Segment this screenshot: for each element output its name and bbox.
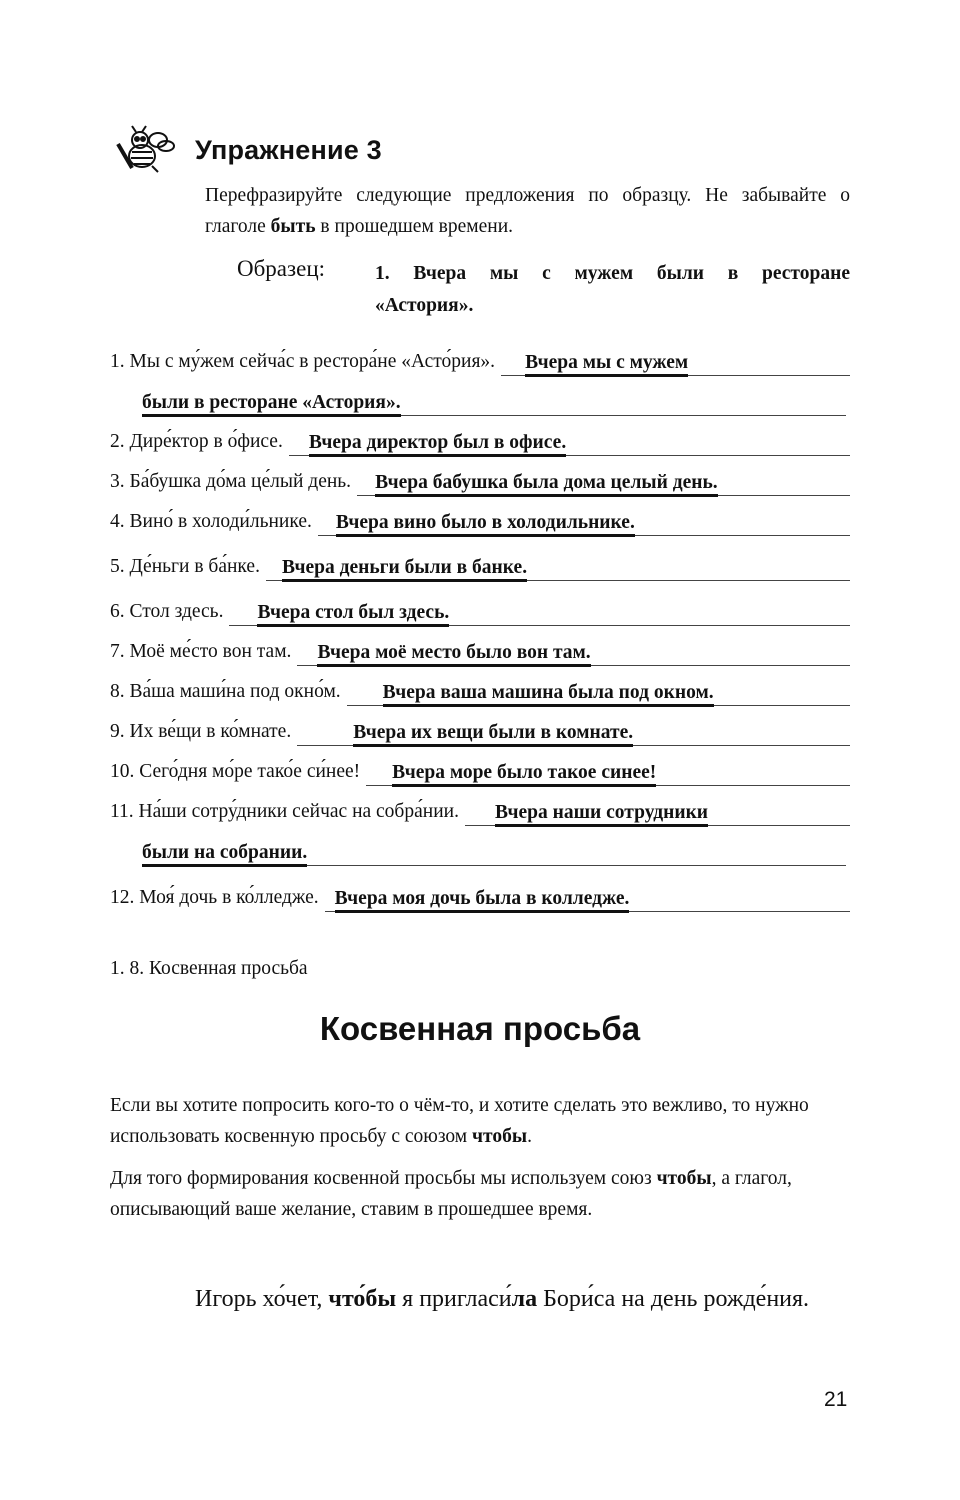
answer-text: Вчера деньги были в банке.: [282, 557, 527, 582]
answer-field[interactable]: [357, 471, 850, 496]
example-bold: что́бы: [328, 1286, 397, 1312]
paragraph-text: Для того формирования косвенной просьбы мы используем союз: [110, 1168, 657, 1189]
answer-field[interactable]: [289, 431, 850, 456]
answer-field[interactable]: [465, 801, 850, 826]
sample-text: [375, 258, 850, 322]
question-text: 6. Стол здесь.: [110, 601, 224, 622]
question-text: 3. Ба́бушка до́ма це́лый день.: [110, 471, 352, 492]
example-sentence: [195, 1281, 850, 1317]
exercise-item: [110, 348, 850, 376]
example-text: и́: [498, 1286, 512, 1312]
example-bold: ла: [511, 1286, 538, 1312]
paragraph-text: .: [527, 1126, 532, 1147]
paragraph: [110, 1163, 852, 1225]
question-text: 4. Вино́ в холоди́льнике.: [110, 511, 312, 532]
answer-text: Вчера море было такое синее!: [392, 762, 656, 787]
answer-field[interactable]: [501, 351, 850, 376]
exercise-item: [110, 508, 850, 536]
sample-sentence: 1. Вчера мы с мужем были в ресторане «Астория».: [375, 263, 850, 316]
section-title: Косвенная просьба: [319, 1010, 641, 1047]
answer-field[interactable]: [142, 841, 846, 866]
example-text: Игорь хо́чет,: [195, 1286, 329, 1312]
exercise-item: [110, 598, 850, 626]
exercise-item: [110, 884, 850, 912]
question-text: 10. Сего́дня мо́ре тако́е си́нее!: [110, 761, 361, 782]
exercise-instruction: [205, 180, 850, 242]
question-text: 9. Их ве́щи в ко́мнате.: [110, 721, 292, 742]
answer-text: Вчера их вещи были в комнате.: [353, 722, 633, 747]
paragraph: [110, 1090, 852, 1152]
instruction-text: Перефразируйте следующие предложения по образцу. Не забывайте о глаголе: [205, 185, 850, 237]
answer-text: Вчера бабушка была дома целый день.: [375, 472, 718, 497]
question-text: 5. Де́ньги в ба́нке.: [110, 556, 260, 577]
exercise-item: [110, 553, 850, 581]
question-text: 1. Мы с му́жем сейча́с в рестора́не «Асто́рия».: [110, 351, 496, 372]
question-text: 8. Ва́ша маши́на под окно́м.: [110, 681, 341, 702]
answer-text: Вчера ваша машина была под окном.: [383, 682, 714, 707]
exercise-title: Упражнение 3: [195, 135, 382, 165]
answer-field[interactable]: [347, 681, 850, 706]
answer-field[interactable]: [366, 761, 850, 786]
exercise-item-continuation: [142, 838, 846, 866]
question-text: 11. На́ши сотру́дники сейчас на собра́нии.: [110, 801, 459, 822]
example-text: я приглас: [396, 1286, 499, 1312]
answer-field[interactable]: [229, 601, 850, 626]
exercise-item: [110, 718, 850, 746]
answer-field[interactable]: [142, 391, 846, 416]
answer-text: были на собрании.: [142, 842, 307, 867]
answer-text: Вчера директор был в офисе.: [309, 432, 566, 457]
question-text: 12. Моя́ дочь в ко́лледже.: [110, 887, 319, 908]
exercise-item: [110, 638, 850, 666]
answer-field[interactable]: [318, 511, 850, 536]
answer-text: были в ресторане «Астория».: [142, 392, 401, 417]
instruction-bold: быть: [270, 216, 316, 237]
answer-text: Вчера мы с мужем: [525, 352, 688, 377]
exercise-item: [110, 798, 850, 826]
answer-text: Вчера моё место было вон там.: [317, 642, 590, 667]
exercise-item: [110, 678, 850, 706]
page-number: 21: [824, 1388, 848, 1411]
answer-field[interactable]: [297, 641, 850, 666]
exercise-item-continuation: [142, 388, 846, 416]
answer-field[interactable]: [325, 887, 850, 912]
instruction-text: в прошедшем времени.: [315, 216, 514, 237]
paragraph-text: , а глагол, описывающий ваше желание, ставим в прошедшее время.: [110, 1168, 792, 1220]
example-text: Бори́са на день рожде́ния.: [537, 1286, 810, 1312]
answer-text: Вчера стол был здесь.: [257, 602, 449, 627]
answer-field[interactable]: [266, 556, 850, 581]
exercise-item: [110, 758, 850, 786]
exercise-item: [110, 468, 850, 496]
question-text: 7. Моё ме́сто вон там.: [110, 641, 292, 662]
paragraph-bold: чтобы: [472, 1126, 528, 1147]
paragraph-text: Если вы хотите попросить кого-то о чём-то, и хотите сделать это вежливо, то нужно использовать косвенную просьбу с союзом: [110, 1095, 809, 1147]
question-text: 2. Дире́ктор в о́фисе.: [110, 431, 283, 452]
answer-field[interactable]: [297, 721, 850, 746]
sample-label: Образец:: [237, 256, 326, 281]
answer-text: Вчера наши сотрудники: [495, 802, 708, 827]
section-reference: 1. 8. Косвенная просьба: [110, 958, 308, 979]
exercise-item: [110, 428, 850, 456]
paragraph-bold: чтобы: [656, 1168, 712, 1189]
bee-with-pencil-icon: [112, 124, 180, 174]
answer-text: Вчера моя дочь была в колледже.: [335, 888, 630, 913]
answer-text: Вчера вино было в холодильнике.: [336, 512, 635, 537]
